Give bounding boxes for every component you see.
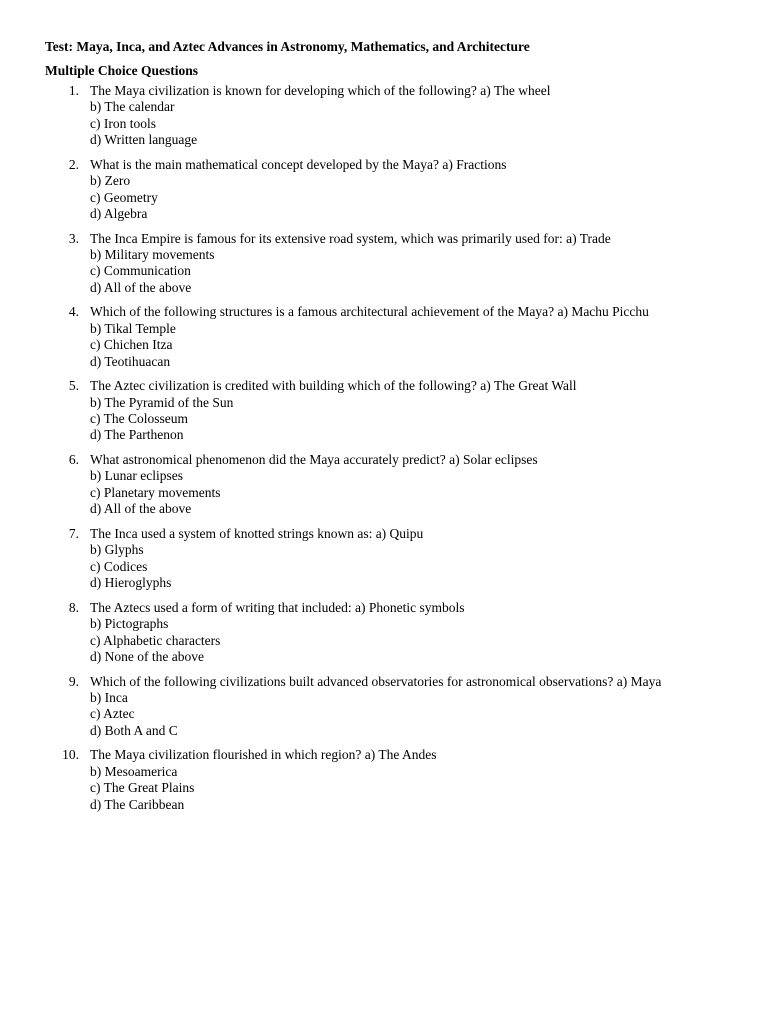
answer-option: b) Zero xyxy=(90,173,131,189)
answer-option: c) Iron tools xyxy=(90,115,156,131)
question-item xyxy=(45,600,735,666)
answer-option: d) None of the above xyxy=(90,648,204,664)
question-stem: The Inca Empire is famous for its extensive road system, which was primarily used for: a) Trade xyxy=(90,230,611,246)
section-heading: Multiple Choice Questions xyxy=(45,63,199,78)
question-number: 9. xyxy=(68,673,79,689)
answer-option: b) Lunar eclipses xyxy=(90,468,183,484)
answer-option: b) The calendar xyxy=(90,99,175,115)
answer-option: b) Inca xyxy=(90,689,128,705)
question-number: 10. xyxy=(62,747,79,763)
question-item xyxy=(45,452,735,518)
question-stem: The Aztecs used a form of writing that included: a) Phonetic symbols xyxy=(90,599,465,615)
answer-option: b) Pictographs xyxy=(90,616,169,632)
question-stem: What astronomical phenomenon did the Maya accurately predict? a) Solar eclipses xyxy=(90,452,538,468)
question-stem: The Maya civilization is known for developing which of the following? a) The wheel xyxy=(90,83,551,98)
question-stem: The Inca used a system of knotted strings known as: a) Quipu xyxy=(90,525,424,541)
question-item xyxy=(45,231,735,297)
question-stem: Which of the following structures is a famous architectural achievement of the Maya? a) Machu Picchu xyxy=(90,304,649,320)
document-title: Test: Maya, Inca, and Aztec Advances in Astronomy, Mathematics, and Architecture xyxy=(45,39,530,54)
answer-option: d) The Caribbean xyxy=(90,796,185,812)
question-stem: The Maya civilization flourished in which region? a) The Andes xyxy=(90,747,437,763)
answer-option: c) The Colosseum xyxy=(90,411,188,427)
answer-option: c) Chichen Itza xyxy=(90,337,173,353)
answer-option: b) Military movements xyxy=(90,247,215,263)
question-number: 7. xyxy=(68,525,79,541)
question-stem: The Aztec civilization is credited with building which of the following? a) The Great Wall xyxy=(90,378,577,394)
question-number: 1. xyxy=(68,83,79,98)
answer-option: d) Hieroglyphs xyxy=(90,575,172,591)
answer-option: b) The Pyramid of the Sun xyxy=(90,394,234,410)
answer-option: c) Planetary movements xyxy=(90,484,221,500)
question-item xyxy=(45,83,735,149)
answer-option: b) Mesoamerica xyxy=(90,763,178,779)
answer-option: d) All of the above xyxy=(90,279,192,295)
answer-option: d) Algebra xyxy=(90,206,148,222)
answer-option: d) Teotihuacan xyxy=(90,353,171,369)
answer-option: c) Communication xyxy=(90,263,191,279)
answer-option: c) The Great Plains xyxy=(90,780,195,796)
question-number: 8. xyxy=(68,599,79,615)
question-item xyxy=(45,747,735,813)
answer-option: c) Codices xyxy=(90,558,148,574)
answer-option: d) All of the above xyxy=(90,501,192,517)
answer-option: c) Alphabetic characters xyxy=(90,632,221,648)
answer-option: d) The Parthenon xyxy=(90,427,184,443)
question-number: 5. xyxy=(68,378,79,394)
question-stem: What is the main mathematical concept developed by the Maya? a) Fractions xyxy=(90,156,507,172)
question-list xyxy=(45,83,735,813)
question-number: 2. xyxy=(68,156,79,172)
question-number: 6. xyxy=(68,452,79,468)
answer-option: c) Aztec xyxy=(90,706,135,722)
question-item xyxy=(45,526,735,592)
answer-option: d) Both A and C xyxy=(90,722,178,738)
answer-option: b) Glyphs xyxy=(90,542,144,558)
answer-option: b) Tikal Temple xyxy=(90,320,176,336)
question-item xyxy=(45,674,735,740)
question-item xyxy=(45,378,735,444)
question-number: 4. xyxy=(68,304,79,320)
document-page xyxy=(45,37,735,821)
question-number: 3. xyxy=(68,230,79,246)
question-item xyxy=(45,157,735,223)
question-stem: Which of the following civilizations built advanced observatories for astronomical observations? a) Maya xyxy=(90,673,662,689)
answer-option: c) Geometry xyxy=(90,189,158,205)
answer-option: d) Written language xyxy=(90,132,198,148)
question-item xyxy=(45,304,735,370)
